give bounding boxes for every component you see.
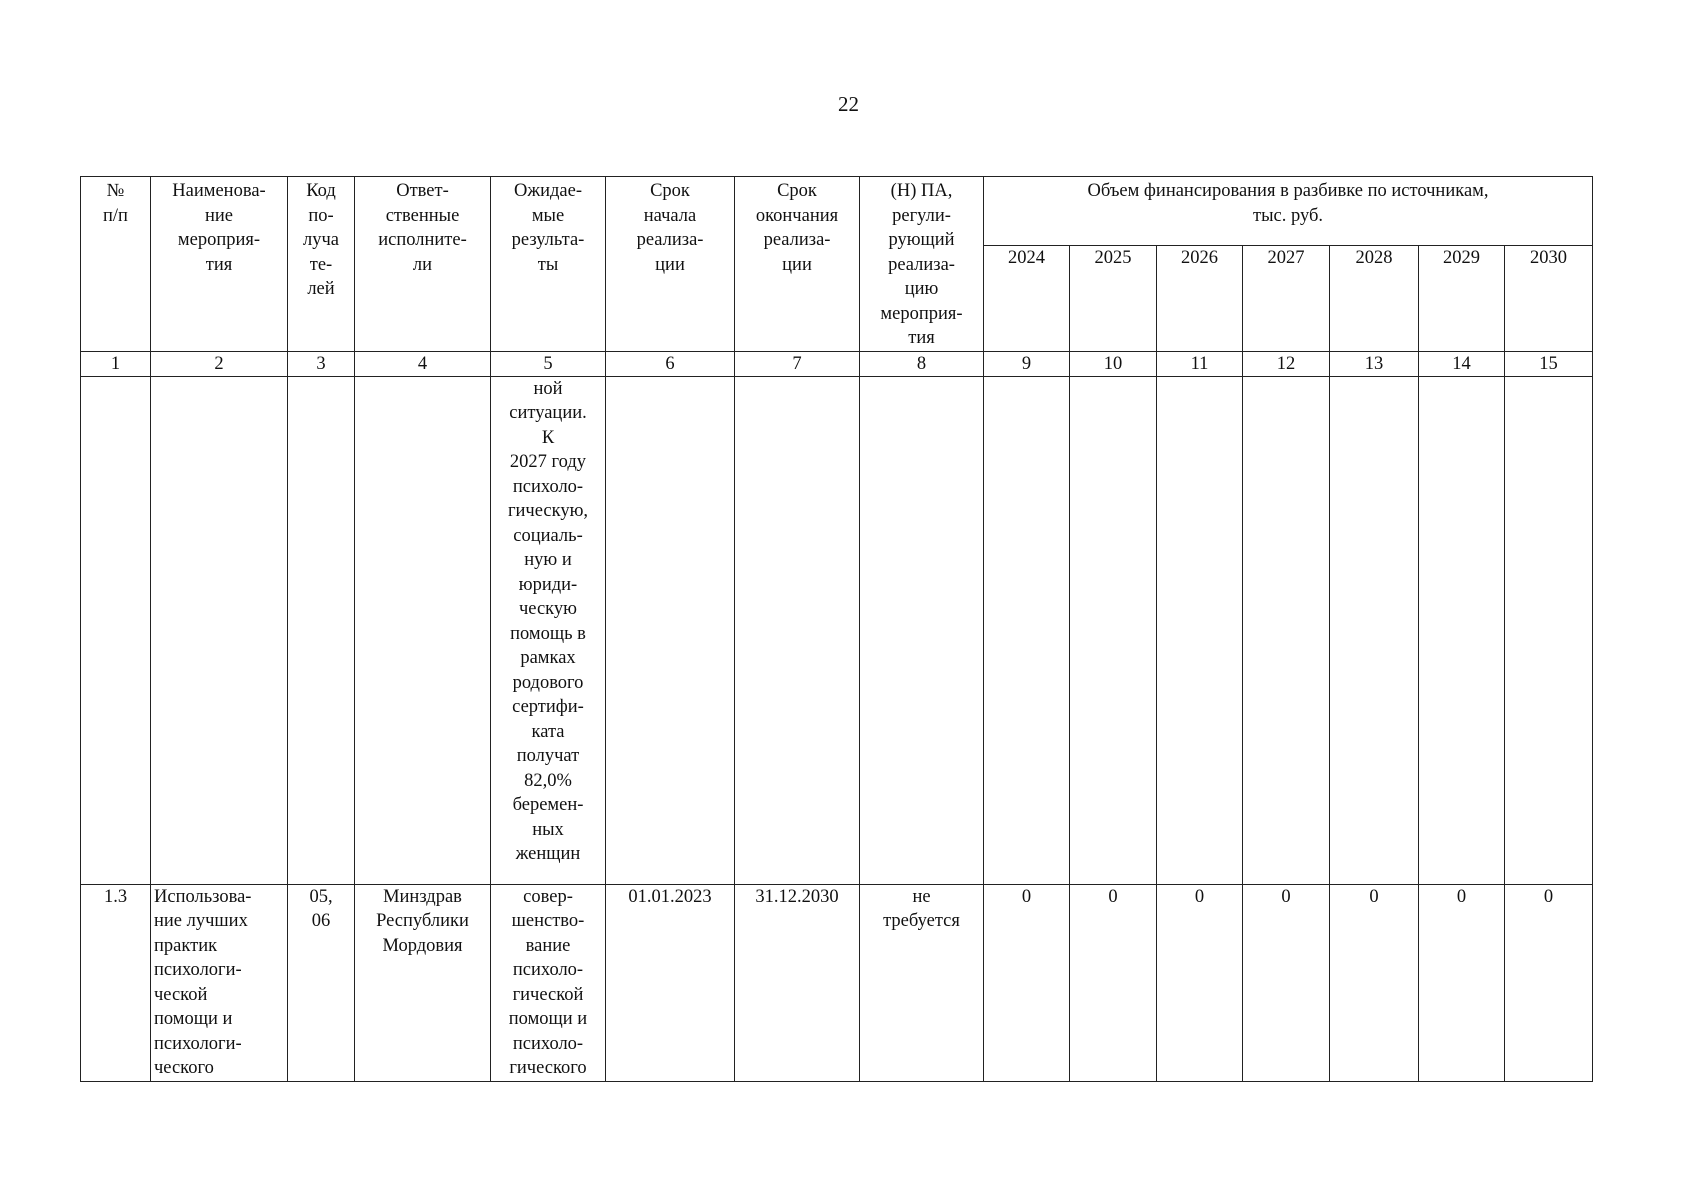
empty-cell	[984, 376, 1070, 884]
text-line: не	[912, 886, 931, 907]
text-line: 82,0%	[524, 770, 572, 791]
empty-cell	[355, 376, 491, 884]
text-line: 05,	[309, 886, 333, 907]
text-line: результа-	[511, 230, 585, 250]
end-date-cell: 31.12.2030	[735, 884, 860, 1081]
column-number: 3	[288, 351, 355, 376]
header-financing	[984, 177, 1593, 246]
column-number: 2	[151, 351, 288, 376]
text-line: ты	[537, 254, 559, 275]
empty-cell	[1330, 376, 1419, 884]
activity-name-cell	[151, 884, 288, 1081]
empty-cell	[735, 376, 860, 884]
column-number: 11	[1157, 351, 1243, 376]
text-line: Использова-	[154, 886, 252, 907]
column-number: 8	[860, 351, 984, 376]
text-line: женщин	[515, 844, 581, 864]
text-line: ции	[655, 254, 685, 275]
header-col-name	[151, 177, 288, 352]
text-line: ции	[782, 254, 812, 275]
text-line: гической	[512, 984, 584, 1005]
column-number: 9	[984, 351, 1070, 376]
financing-table	[80, 176, 1593, 1082]
text-line: ние	[204, 205, 233, 226]
expected-results-cell	[491, 884, 606, 1081]
column-number: 6	[606, 351, 735, 376]
text-line: требуется	[883, 911, 960, 931]
text-line: реализа-	[763, 230, 831, 250]
text-line: шенство-	[511, 911, 585, 931]
text-line: тия	[205, 254, 233, 275]
text-line: помощи и	[508, 1009, 588, 1029]
column-number: 4	[355, 351, 491, 376]
empty-cell	[860, 376, 984, 884]
text-line: Код	[306, 181, 336, 201]
funding-value-cell: 0	[1070, 884, 1157, 1081]
text-line: психологи-	[154, 960, 242, 980]
text-line: реализа-	[636, 230, 704, 250]
text-line: 2027 году	[509, 452, 587, 472]
year-header: 2026	[1157, 245, 1243, 351]
text-line: гического	[509, 1058, 587, 1078]
text-line: ственные	[385, 205, 460, 226]
row-number-cell: 1.3	[81, 884, 151, 1081]
column-number: 10	[1070, 351, 1157, 376]
text-line: ситуации.	[509, 403, 587, 423]
text-line: мероприя-	[880, 303, 963, 324]
year-header: 2030	[1505, 245, 1593, 351]
text-line: регули-	[892, 205, 951, 226]
text-line: мые	[531, 205, 565, 226]
continuation-row	[81, 376, 1593, 884]
header-col-number	[81, 177, 151, 352]
column-numbers-row	[81, 351, 1593, 376]
text-line: лей	[307, 279, 335, 299]
text-line: тыс. руб.	[1252, 205, 1324, 226]
text-line: психоло-	[512, 960, 584, 980]
year-header: 2027	[1243, 245, 1330, 351]
empty-cell	[606, 376, 735, 884]
text-line: родового	[512, 672, 584, 693]
text-line: беремен-	[512, 795, 584, 815]
text-line: рамках	[520, 648, 576, 668]
text-line: Минздрав	[383, 886, 462, 907]
funding-value-cell: 0	[1157, 884, 1243, 1081]
text-line: ката	[531, 721, 565, 742]
text-line: психоло-	[512, 1033, 584, 1054]
text-line: Ответ-	[396, 181, 449, 201]
year-header: 2024	[984, 245, 1070, 351]
text-line: Республики	[376, 911, 469, 931]
empty-cell	[151, 376, 288, 884]
empty-cell	[288, 376, 355, 884]
text-line: юриди-	[518, 574, 578, 595]
text-line: ческой	[154, 984, 208, 1005]
header-col-end	[735, 177, 860, 352]
recipient-codes-cell	[288, 884, 355, 1081]
header-col-executors	[355, 177, 491, 352]
text-line: К	[541, 427, 555, 448]
text-line: п/п	[103, 205, 128, 226]
text-line: те-	[309, 254, 333, 275]
text-line: по-	[308, 205, 334, 226]
text-line: луча	[303, 230, 339, 250]
text-line: начала	[643, 205, 697, 226]
header-col-results	[491, 177, 606, 352]
text-line: помощи и	[154, 1009, 233, 1029]
header-col-code	[288, 177, 355, 352]
text-line: Объем финансирования в разбивке по источникам,	[1087, 181, 1489, 201]
text-line: Срок	[777, 181, 817, 201]
empty-cell	[81, 376, 151, 884]
column-number: 13	[1330, 351, 1419, 376]
column-number: 1	[81, 351, 151, 376]
text-line: №	[106, 181, 125, 201]
text-line: психоло-	[512, 476, 584, 497]
column-number: 15	[1505, 351, 1593, 376]
text-line: мероприя-	[177, 230, 261, 250]
text-line: (Н) ПА,	[890, 181, 953, 201]
text-line: Ожидае-	[513, 181, 583, 201]
text-line: ных	[532, 819, 564, 840]
header-row	[81, 177, 1593, 246]
column-number: 12	[1243, 351, 1330, 376]
year-header: 2028	[1330, 245, 1419, 351]
executor-cell	[355, 884, 491, 1081]
text-line: совер-	[523, 886, 573, 907]
start-date-cell: 01.01.2023	[606, 884, 735, 1081]
text-line: получат	[516, 746, 580, 766]
text-line: гическую,	[507, 501, 589, 521]
funding-value-cell: 0	[984, 884, 1070, 1081]
funding-value-cell: 0	[1419, 884, 1505, 1081]
empty-cell	[1157, 376, 1243, 884]
empty-cell	[1070, 376, 1157, 884]
text-line: ли	[412, 254, 433, 275]
text-line: Срок	[650, 181, 690, 201]
text-line: исполните-	[378, 230, 467, 250]
text-line: 06	[311, 911, 331, 931]
text-line: ние лучших	[154, 911, 248, 931]
text-line: рующий	[888, 230, 955, 250]
text-line: Наименова-	[172, 181, 266, 201]
text-line: социаль-	[513, 525, 583, 546]
funding-value-cell: 0	[1330, 884, 1419, 1081]
column-number: 5	[491, 351, 606, 376]
header-col-start	[606, 177, 735, 352]
column-number: 7	[735, 351, 860, 376]
text-line: ной	[533, 378, 563, 399]
funding-value-cell: 0	[1243, 884, 1330, 1081]
empty-cell	[1505, 376, 1593, 884]
text-line: ческого	[154, 1058, 214, 1078]
year-header: 2025	[1070, 245, 1157, 351]
table-row-1-3	[81, 884, 1593, 1081]
column-number: 14	[1419, 351, 1505, 376]
text-line: тия	[908, 328, 935, 348]
header-col-legal-act	[860, 177, 984, 352]
legal-act-cell	[860, 884, 984, 1081]
funding-value-cell: 0	[1505, 884, 1593, 1081]
text-line: психологи-	[154, 1033, 242, 1054]
text-line: цию	[904, 279, 939, 299]
text-line: Мордовия	[382, 935, 463, 956]
page-number: 22	[838, 92, 859, 116]
text-line: помощь в	[510, 623, 586, 644]
text-line: ческую	[519, 599, 577, 619]
text-line: окончания	[755, 205, 839, 226]
text-line: реализа-	[888, 254, 955, 275]
text-line: сертифи-	[512, 697, 584, 717]
empty-cell	[1419, 376, 1505, 884]
text-line: практик	[154, 935, 218, 956]
text-line: ную и	[524, 550, 572, 570]
year-header: 2029	[1419, 245, 1505, 351]
text-line: вание	[525, 935, 571, 956]
results-continuation-cell	[491, 376, 606, 884]
empty-cell	[1243, 376, 1330, 884]
